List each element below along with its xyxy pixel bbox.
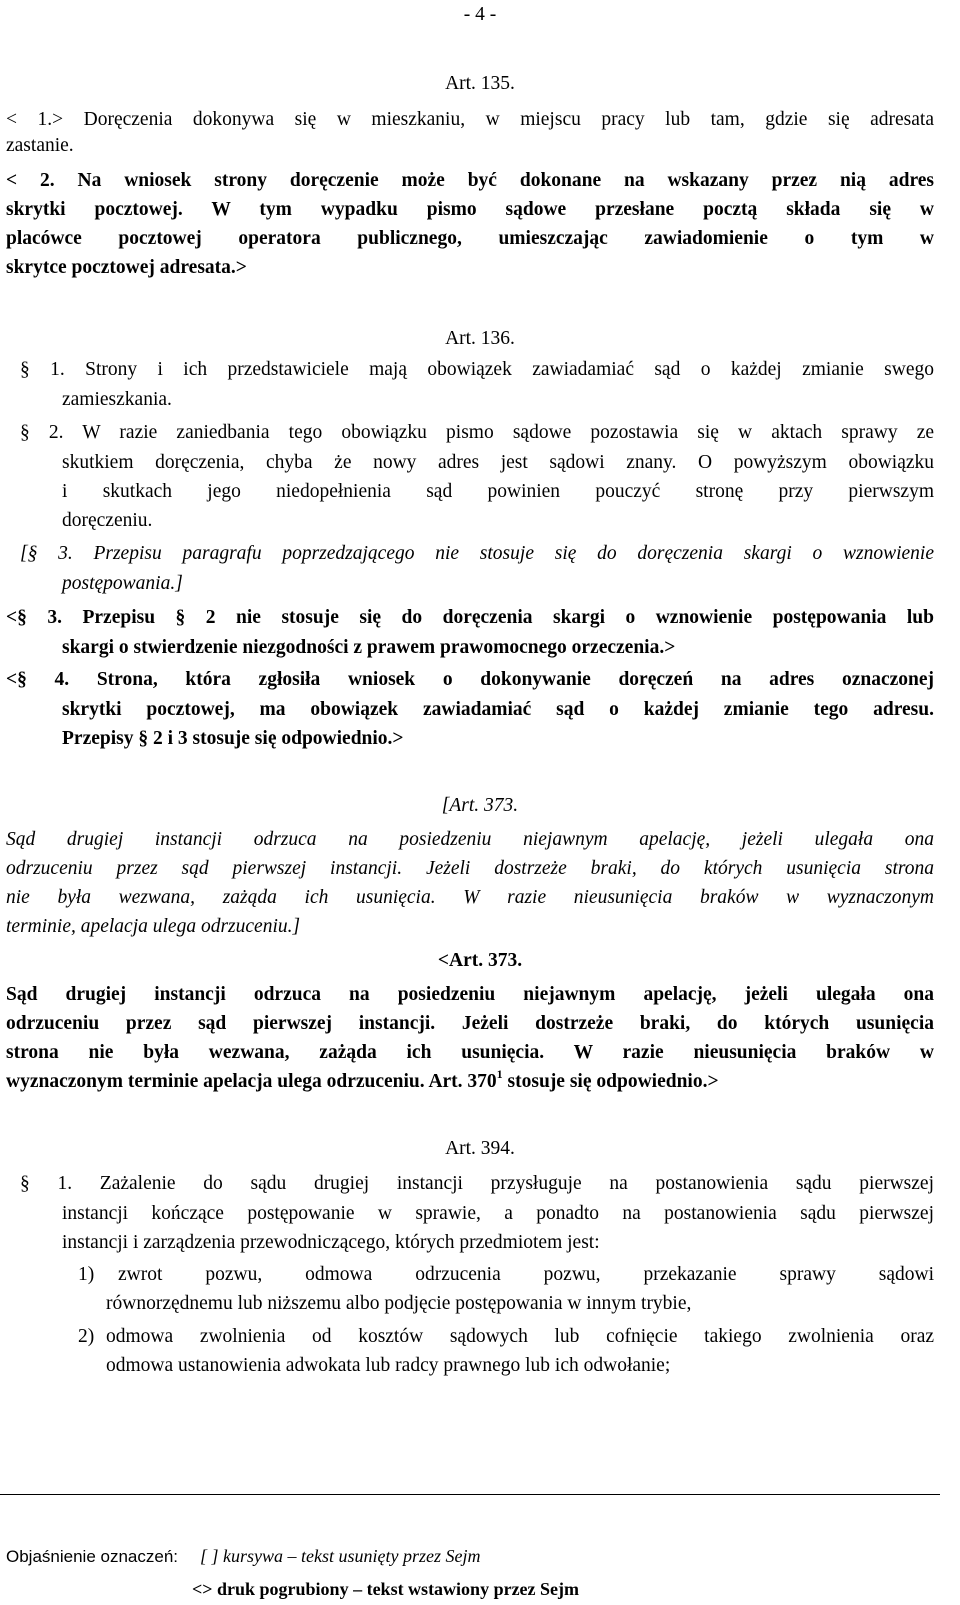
paragraph-line: zamieszkania.	[62, 389, 172, 410]
paragraph-text: stosuje się odpowiednio.>	[502, 1071, 719, 1092]
article-title: [Art. 373.	[441, 795, 519, 816]
list-number: 1)	[78, 1264, 95, 1285]
paragraph-text: wyznaczonym terminie apelacja ulega odrzuceniu. Art. 370	[6, 1071, 497, 1092]
paragraph-line: [§ 3. Przepisu paragrafu poprzedzającego nie stosuje się do doręczenia skargi o wznowienie	[20, 543, 934, 564]
paragraph-line: odrzuceniu przez sąd pierwszej instancji. Jeżeli dostrzeże braki, do których usunięcia	[6, 1013, 934, 1034]
paragraph-line: Sąd drugiej instancji odrzuca na posiedzeniu niejawnym apelację, jeżeli ulegała ona	[6, 984, 934, 1005]
paragraph-line: skrytce pocztowej adresata.>	[6, 257, 247, 278]
legend-italic: [ ] kursywa – tekst usunięty przez Sejm	[200, 1546, 481, 1566]
paragraph-line: § 1. Strony i ich przedstawiciele mają obowiązek zawiadamiać sąd o każdej zmianie swego	[20, 359, 934, 380]
list-item-line: zwrot pozwu, odmowa odrzucenia pozwu, przekazanie sprawy sądowi	[118, 1264, 934, 1285]
superscript: 1	[496, 1067, 503, 1081]
paragraph-line: skutkiem doręczenia, chyba że nowy adres jest sądowi znany. O powyższym obowiązku	[62, 452, 934, 473]
list-number: 2)	[78, 1326, 95, 1347]
legend-bold: <> druk pogrubiony – tekst wstawiony przez Sejm	[192, 1579, 580, 1599]
paragraph-line: § 1. Zażalenie do sądu drugiej instancji przysługuje na postanowienia sądu pierwszej	[20, 1173, 934, 1194]
paragraph-line: instancji kończące postępowanie w sprawie, a ponadto na postanowienia sądu pierwszej	[62, 1203, 934, 1224]
paragraph-line: strona nie była wezwana, zażąda ich usunięcia. W razie nieusunięcia braków w	[6, 1042, 934, 1063]
article-title: Art. 136.	[445, 328, 515, 349]
paragraph-line: i skutkach jego niedopełnienia sąd powinien pouczyć stronę przy pierwszym	[62, 481, 934, 502]
paragraph-line: zastanie.	[6, 135, 74, 156]
paragraph-line: Przepisy § 2 i 3 stosuje się odpowiednio.>	[62, 728, 404, 749]
list-item-line: odmowa zwolnienia od kosztów sądowych lub cofnięcie takiego zwolnienia oraz	[106, 1326, 934, 1347]
paragraph-line: terminie, apelacja ulega odrzuceniu.]	[6, 916, 301, 937]
list-item-line: równorzędnemu lub niższemu albo podjęcie postępowania w innym trybie,	[106, 1293, 692, 1314]
article-title: <Art. 373.	[437, 950, 523, 971]
paragraph-line: < 2. Na wniosek strony doręczenie może być dokonane na wskazany przez nią adres	[6, 170, 934, 191]
paragraph-line: § 2. W razie zaniedbania tego obowiązku pismo sądowe pozostawia się w aktach sprawy ze	[20, 422, 934, 443]
paragraph-line: doręczeniu.	[62, 510, 153, 531]
article-title: Art. 394.	[445, 1138, 515, 1159]
paragraph-line	[6, 1067, 719, 1092]
paragraph-line: skrytki pocztowej, ma obowiązek zawiadamiać sąd o każdej zmianie tego adresu.	[62, 699, 934, 720]
paragraph-line: skargi o stwierdzenie niezgodności z prawem prawomocnego orzeczenia.>	[62, 637, 676, 658]
paragraph-line: < 1.> Doręczenia dokonywa się w mieszkaniu, w miejscu pracy lub tam, gdzie się adresata	[6, 109, 934, 130]
paragraph-line: postępowania.]	[62, 573, 183, 594]
paragraph-line: instancji i zarządzenia przewodniczącego, których przedmiotem jest:	[62, 1232, 600, 1253]
paragraph-line: <§ 4. Strona, która zgłosiła wniosek o dokonywanie doręczeń na adres oznaczonej	[6, 669, 934, 690]
page-number: - 4 -	[463, 4, 497, 25]
paragraph-line: odrzuceniu przez sąd pierwszej instancji. Jeżeli dostrzeże braki, do których usunięcia strona	[6, 858, 934, 879]
paragraph-line: <§ 3. Przepisu § 2 nie stosuje się do doręczenia skargi o wznowienie postępowania lub	[6, 607, 934, 628]
paragraph-line: skrytki pocztowej. W tym wypadku pismo sądowe przesłane pocztą składa się w	[6, 199, 934, 220]
paragraph-line: Sąd drugiej instancji odrzuca na posiedzeniu niejawnym apelację, jeżeli ulegała ona	[6, 829, 934, 850]
legend-label: Objaśnienie oznaczeń:	[6, 1547, 179, 1566]
paragraph-line: placówce pocztowej operatora publicznego, umieszczając zawiadomienie o tym w	[6, 228, 934, 249]
list-item-line: odmowa ustanowienia adwokata lub radcy prawnego lub ich odwołanie;	[106, 1355, 671, 1376]
article-title: Art. 135.	[445, 73, 515, 94]
footer-separator	[0, 1494, 940, 1495]
paragraph-line: nie była wezwana, zażąda ich usunięcia. W razie nieusunięcia braków w wyznaczonym	[6, 887, 934, 908]
